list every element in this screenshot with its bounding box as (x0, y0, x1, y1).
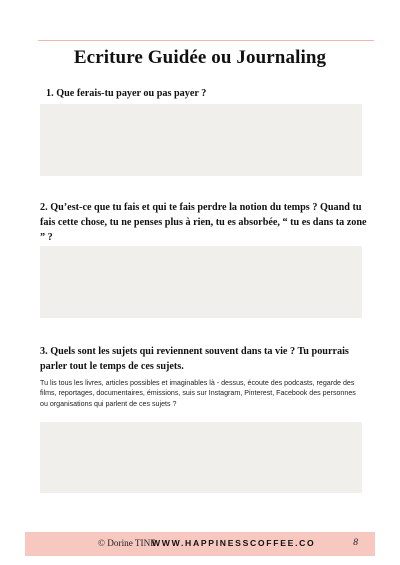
footer-band (25, 532, 375, 556)
answer-area-1[interactable] (40, 104, 362, 176)
page-number: 8 (353, 538, 358, 548)
question-3: 3. Quels sont les sujets qui reviennent souvent dans ta vie ? Tu pourrais parler tout le temps de ces sujets. (40, 346, 349, 372)
footer-author: © Dorine TINE (98, 538, 156, 548)
question-1: 1. Que ferais-tu payer ou pas payer ? (46, 88, 207, 99)
question-3-hint: Tu lis tous les livres, articles possibles et imaginables là - dessus, écoute des podcasts, regarde des films, reportages, documentaires, émissions, suis sur Instagram, Pinterest, Facebook des personnes ou organisations qui parlent de ces sujets ? (40, 379, 356, 408)
answer-area-2[interactable] (40, 246, 362, 318)
question-2: 2. Qu’est-ce que tu fais et qui te fais perdre la notion du temps ? Quand tu fais cette chose, tu ne penses plus à rien, tu es absorbée, “ tu es dans ta zone ” ? (40, 202, 367, 243)
answer-area-3[interactable] (40, 422, 362, 493)
page-title: Ecriture Guidée ou Journaling (73, 47, 327, 68)
header-divider (38, 40, 374, 41)
footer-website-link[interactable]: WWW.HAPPINESSCOFFEE.CO (152, 538, 316, 548)
